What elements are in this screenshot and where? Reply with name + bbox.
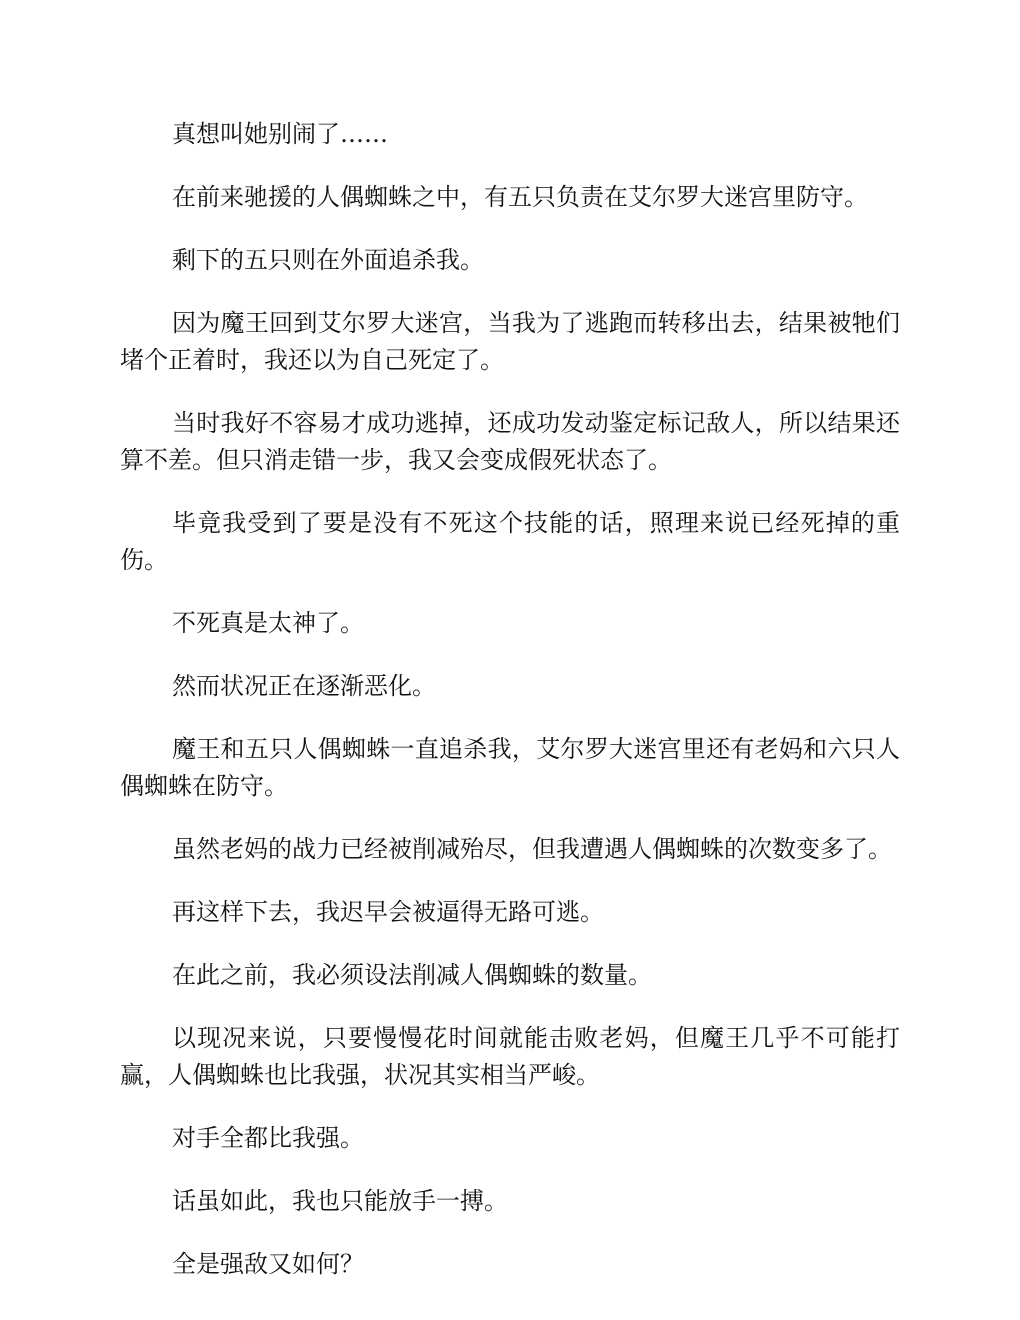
paragraph-9: 魔王和五只人偶蜘蛛一直追杀我，艾尔罗大迷宫里还有老妈和六只人偶蜘蛛在防守。 [120,735,900,800]
paragraph-4: 因为魔王回到艾尔罗大迷宫，当我为了逃跑而转移出去，结果被牠们堵个正着时，我还以为自己死定了。 [120,309,900,374]
paragraph-10: 虽然老妈的战力已经被削减殆尽，但我遭遇人偶蜘蛛的次数变多了。 [172,835,892,863]
paragraph-3: 剩下的五只则在外面追杀我。 [172,246,484,274]
paragraph-6: 毕竟我受到了要是没有不死这个技能的话，照理来说已经死掉的重伤。 [120,509,900,574]
paragraph-8: 然而状况正在逐渐恶化。 [172,672,436,700]
paragraph-14: 对手全都比我强。 [172,1124,364,1152]
paragraph-1: 真想叫她别闹了…… [172,120,388,148]
paragraph-11: 再这样下去，我迟早会被逼得无路可逃。 [172,898,604,926]
paragraph-15: 话虽如此，我也只能放手一搏。 [172,1187,508,1215]
paragraph-13: 以现况来说，只要慢慢花时间就能击败老妈，但魔王几乎不可能打赢，人偶蜘蛛也比我强，状况其实相当严峻。 [120,1024,900,1089]
paragraph-5: 当时我好不容易才成功逃掉，还成功发动鉴定标记敌人，所以结果还算不差。但只消走错一步，我又会变成假死状态了。 [120,409,900,474]
paragraph-12: 在此之前，我必须设法削减人偶蜘蛛的数量。 [172,961,652,989]
document-page [120,116,900,1309]
paragraph-16: 全是强敌又如何？ [172,1250,364,1278]
paragraph-7: 不死真是太神了。 [172,609,364,637]
paragraph-2: 在前来驰援的人偶蜘蛛之中，有五只负责在艾尔罗大迷宫里防守。 [172,183,868,211]
